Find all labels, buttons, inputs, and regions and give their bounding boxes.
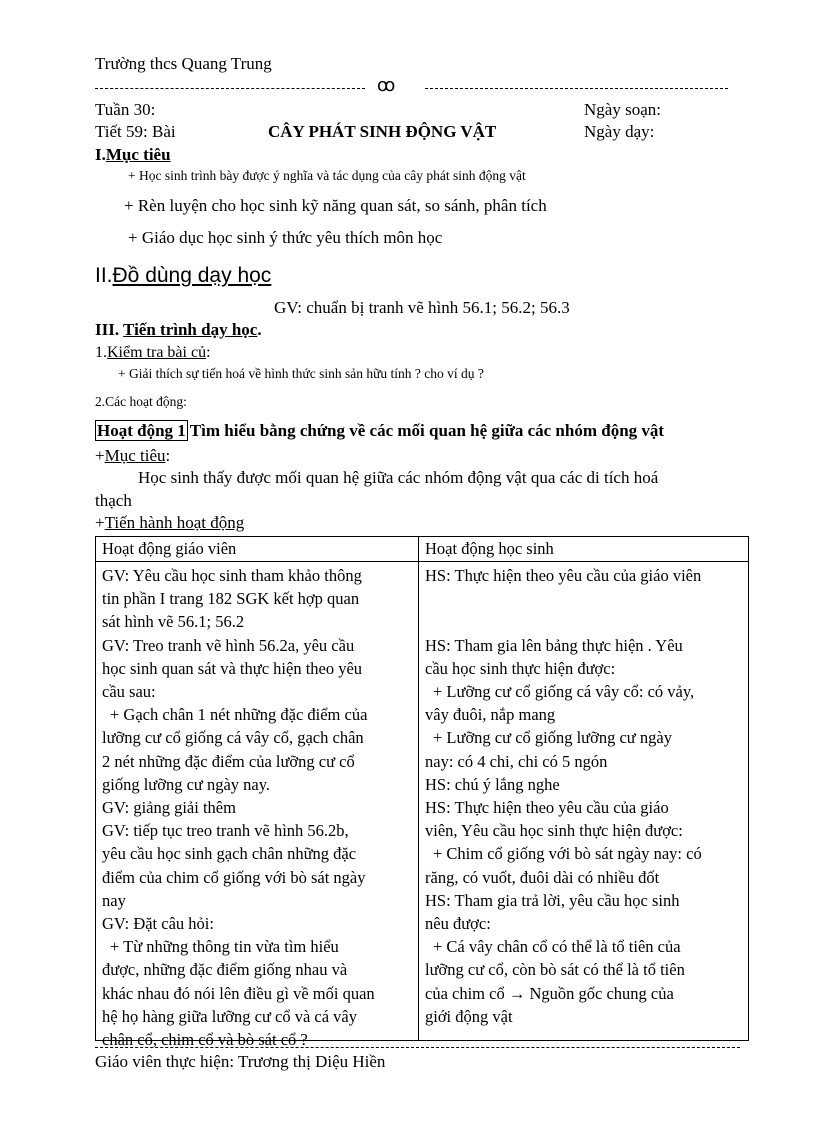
header-rule-right (425, 88, 728, 89)
table-header-divider (96, 561, 748, 562)
student-line: + Lưỡng cư cổ giống lưỡng cư ngày (433, 728, 672, 748)
subsection-1-colon: : (206, 344, 211, 361)
student-line: HS: Tham gia lên bảng thực hiện . Yêu (425, 635, 683, 655)
student-line: HS: Tham gia trả lời, yêu cầu học sinh (425, 890, 680, 910)
student-line: + Lưỡng cư cổ giống cá vây cổ: có vảy, (433, 681, 695, 701)
goal-text-line-2: thạch (95, 491, 132, 510)
table-header-teacher: Hoạt động giáo viên (102, 539, 237, 558)
objective-2: + Rèn luyện cho học sinh kỹ năng quan sát, so sánh, phân tích (124, 196, 547, 215)
teacher-line: GV: Đặt câu hỏi: (102, 914, 214, 934)
goal-prefix: + (95, 446, 105, 465)
section-2-title: Đồ dùng dạy học (112, 264, 272, 287)
goal-label (95, 446, 170, 466)
materials-text: GV: chuẩn bị tranh vẽ hình 56.1; 56.2; 56.3 (274, 298, 570, 317)
review-question: + Giải thích sự tiến hoá về hình thức sinh sản hữu tính ? cho ví dụ ? (118, 366, 484, 381)
teacher-line: sát hình vẽ 56.1; 56.2 (102, 612, 245, 632)
header-rule-left (95, 88, 365, 89)
goal-colon: : (165, 446, 171, 465)
prep-date-label: Ngày soạn: (584, 100, 661, 119)
student-line: cầu học sinh thực hiện được: (425, 658, 616, 678)
teacher-line: GV: Yêu cầu học sinh tham khảo thông (102, 566, 362, 585)
goal-text-line-1: Học sinh thấy được mối quan hệ giữa các nhóm động vật qua các di tích hoá (138, 468, 659, 487)
teacher-line: giống lưỡng cư ngày nay. (102, 774, 271, 794)
student-line: viên, Yêu cầu học sinh thực hiện được: (425, 821, 683, 841)
teacher-line: 2 nét những đặc điểm của lưỡng cư cổ (102, 751, 355, 771)
teacher-line: khác nhau đó nói lên điều gì về mối quan (102, 983, 375, 1003)
subsection-activities: 2.Các hoạt động: (95, 394, 187, 409)
student-line: HS: Thực hiện theo yêu cầu của giáo viên (425, 566, 702, 585)
section-1-title: Mục tiêu (105, 145, 171, 164)
activity-1-title: Tìm hiểu bằng chứng về các mối quan hệ giữa các nhóm động vật (189, 421, 665, 440)
section-3-heading (95, 320, 262, 340)
student-activity-column (425, 564, 743, 1028)
student-line: lưỡng cư cổ, còn bò sát có thể là tổ tiên (425, 960, 685, 980)
section-3-roman: III. (95, 320, 124, 339)
table-header-student: Hoạt động học sinh (425, 539, 554, 558)
ornament-icon: ꝏ (377, 75, 396, 95)
teacher-line: + Gạch chân 1 nét những đặc điểm của (110, 705, 368, 725)
student-line: + Chim cổ giống với bò sát ngày nay: có (433, 844, 702, 864)
student-line: HS: chú ý lắng nghe (425, 774, 560, 794)
footer-rule (95, 1047, 740, 1048)
student-line (425, 610, 743, 633)
teacher-line: GV: Treo tranh vẽ hình 56.2a, yêu cầu (102, 635, 355, 655)
teacher-line: nay (102, 890, 126, 910)
student-line: vây đuôi, nắp mang (425, 705, 556, 725)
teacher-line: GV: tiếp tục treo tranh vẽ hình 56.2b, (102, 821, 349, 841)
teacher-line: + Từ những thông tin vừa tìm hiểu (110, 937, 339, 957)
section-1-roman: I. (95, 145, 106, 164)
section-3-dot: . (257, 320, 262, 339)
student-line: răng, có vuốt, đuôi dài có nhiều đốt (425, 867, 660, 887)
student-line: nay: có 4 chi, chi có 5 ngón (425, 751, 608, 771)
teacher-line: chân cổ, chim cổ và bò sát cổ ? (102, 1030, 308, 1050)
procedure-label-text: Tiến hành hoạt động (104, 513, 245, 532)
objective-1: + Học sinh trình bày được ý nghĩa và tác dụng của cây phát sinh động vật (128, 168, 526, 183)
table-column-divider (418, 537, 419, 1040)
header-rule (95, 75, 728, 98)
teacher-line: hệ họ hàng giữa lưỡng cư cổ và cá vây (102, 1006, 358, 1026)
subsection-1-number: 1. (95, 344, 107, 361)
section-2-roman: II. (95, 264, 113, 287)
section-2-heading (95, 264, 271, 288)
lesson-title: CÂY PHÁT SINH ĐỘNG VẬT (268, 122, 497, 141)
goal-label-text: Mục tiêu (104, 446, 166, 465)
procedure-label (95, 513, 244, 533)
subsection-1-title: Kiểm tra bài củ (107, 344, 207, 361)
teacher-line: điểm của chim cổ giống với bò sát ngày (102, 867, 366, 887)
objective-3: + Giáo dục học sinh ý thức yêu thích môn học (128, 228, 443, 247)
activity-1-heading (95, 421, 664, 441)
student-line: của chim cổ → Nguồn gốc chung của (425, 983, 674, 1003)
teacher-line: học sinh quan sát và thực hiện theo yêu (102, 658, 363, 678)
footer-teacher: Giáo viên thực hiện: Trương thị Diệu Hiền (95, 1052, 386, 1071)
subsection-check-old-lesson (95, 344, 211, 362)
teacher-line: yêu cầu học sinh gạch chân những đặc (102, 844, 357, 864)
teacher-line: lưỡng cư cổ giống cá vây cổ, gạch chân (102, 728, 364, 748)
student-line (425, 587, 743, 610)
school-name: Trường thcs Quang Trung (95, 54, 272, 73)
student-line: + Cá vây chân cổ có thể là tổ tiên của (433, 937, 681, 957)
section-1-heading (95, 145, 171, 165)
teacher-line: tin phần I trang 182 SGK kết hợp quan (102, 589, 360, 609)
week-label: Tuần 30: (95, 100, 156, 119)
procedure-prefix: + (95, 513, 105, 532)
teach-date-label: Ngày dạy: (584, 122, 655, 141)
activity-table (95, 536, 749, 1050)
teacher-line: GV: giảng giải thêm (102, 798, 236, 818)
teacher-line: được, những đặc điểm giống nhau và (102, 960, 348, 980)
student-line: nêu được: (425, 914, 491, 934)
section-3-title: Tiến trình dạy học (123, 320, 258, 339)
teacher-activity-column (102, 564, 412, 1051)
activity-1-label: Hoạt động 1 (97, 421, 186, 440)
period-label: Tiết 59: Bài (95, 122, 176, 141)
student-line: HS: Thực hiện theo yêu cầu của giáo (425, 798, 669, 817)
student-line: giới động vật (425, 1006, 513, 1026)
teacher-line: cầu sau: (102, 682, 156, 702)
